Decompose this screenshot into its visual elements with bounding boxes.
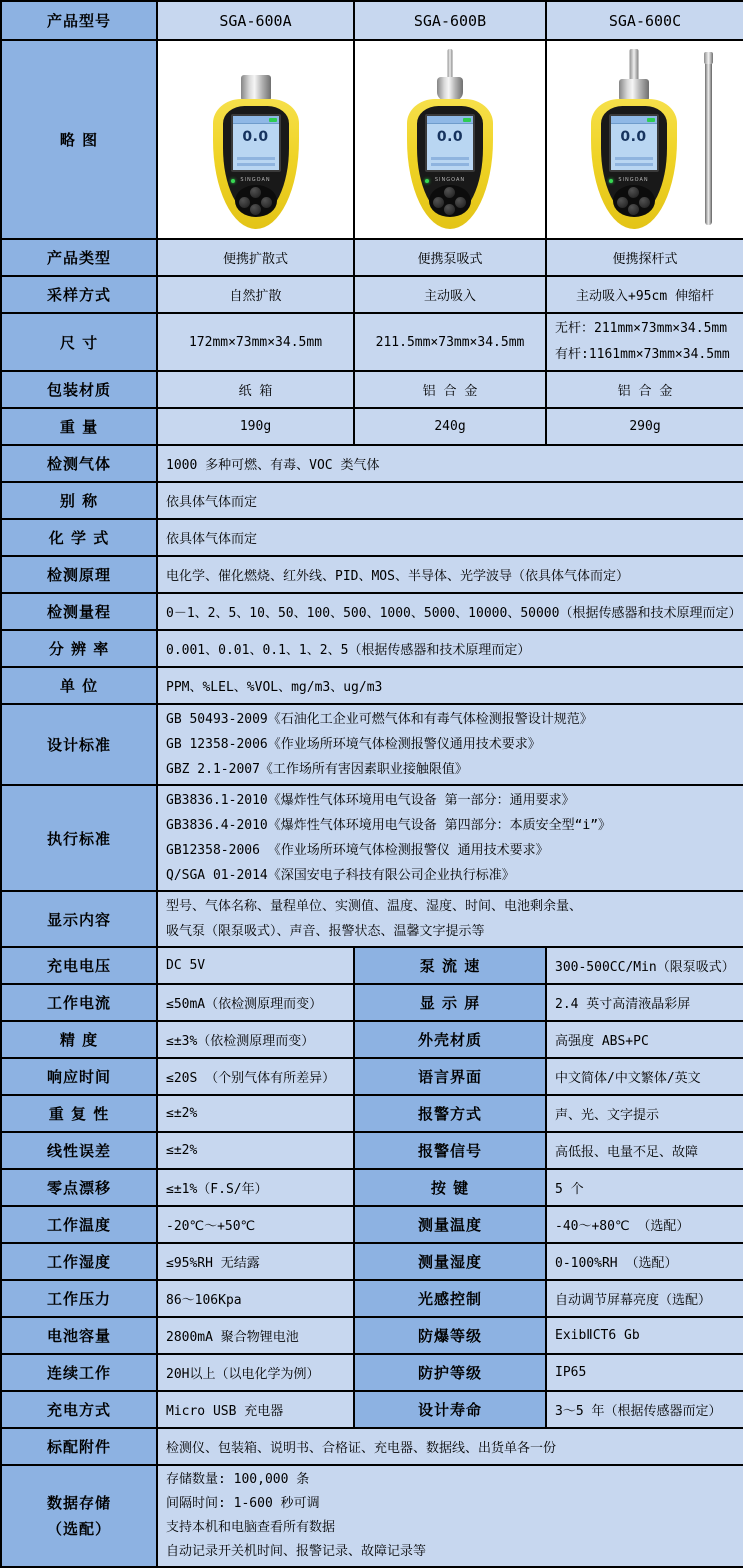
table-row	[1, 313, 743, 371]
value-design-life: 3～5 年（根据传感器而定）	[546, 1391, 743, 1428]
table-row	[1, 276, 743, 313]
data-storage-line: 支持本机和电脑查看所有数据	[166, 1520, 336, 1535]
header-model-sga-600a: SGA-600A	[157, 1, 354, 40]
table-row	[1, 1391, 743, 1428]
value-weight-b: 240g	[354, 408, 546, 445]
label-shell-material: 外壳材质	[354, 1021, 546, 1058]
table-row	[1, 445, 743, 482]
button-down-icon	[250, 204, 261, 215]
table-row	[1, 593, 743, 630]
gas-detector-illustration	[201, 49, 311, 231]
telescopic-rod-icon	[705, 55, 712, 225]
sensor-cap-icon	[241, 75, 271, 101]
screen-info-line	[431, 163, 469, 166]
button-left-icon	[433, 197, 444, 208]
value-alarm-mode: 声、光、文字提示	[546, 1095, 743, 1132]
value-display-content	[157, 891, 743, 947]
header-row	[1, 1, 743, 40]
value-detection-range: 0－1、2、5、10、50、100、500、1000、5000、10000、50000（根据传感器和技术原理而定）	[157, 593, 743, 630]
sensor-cap-icon	[437, 77, 463, 101]
brand-text: SINGOAN	[434, 176, 466, 183]
value-working-humidity: ≤95%RH 无结露	[157, 1243, 354, 1280]
label-data-storage	[1, 1465, 157, 1567]
execution-standard-line: GB12358-2006 《作业场所环境气体检测报警仪 通用技术要求》	[166, 843, 549, 858]
display-content-line: 吸气泵（限泵吸式）、声音、报警状态、温馨文字提示等	[166, 924, 485, 939]
value-alias: 依具体气体而定	[157, 482, 743, 519]
battery-icon	[269, 118, 277, 122]
button-up-icon	[250, 187, 261, 198]
header-model-sga-600c: SGA-600C	[546, 1, 743, 40]
value-measure-temperature: -40～+80℃ （选配）	[546, 1206, 743, 1243]
label-product-type: 产品类型	[1, 239, 157, 276]
button-left-icon	[617, 197, 628, 208]
value-detection-principle: 电化学、催化燃烧、红外线、PID、MOS、半导体、光学波导（依具体气体而定）	[157, 556, 743, 593]
table-row	[1, 1243, 743, 1280]
dimensions-c-without-rod: 无杆：211mm×73mm×34.5mm	[555, 321, 728, 336]
device-image-cell-b	[354, 40, 546, 239]
value-continuous-working: 20H以上（以电化学为例）	[157, 1354, 354, 1391]
value-chemical-formula: 依具体气体而定	[157, 519, 743, 556]
label-working-pressure: 工作压力	[1, 1280, 157, 1317]
label-zero-drift: 零点漂移	[1, 1169, 157, 1206]
label-alarm-signal: 报警信号	[354, 1132, 546, 1169]
button-pad	[429, 185, 471, 217]
value-battery-capacity: 2800mA 聚合物锂电池	[157, 1317, 354, 1354]
table-row	[1, 1169, 743, 1206]
table-row	[1, 1428, 743, 1465]
value-accuracy: ≤±3%（依检测原理而变）	[157, 1021, 354, 1058]
table-row	[1, 1021, 743, 1058]
table-row	[1, 1132, 743, 1169]
button-right-icon	[261, 197, 272, 208]
value-working-current: ≤50mA（依检测原理而变）	[157, 984, 354, 1021]
screen-info-line	[615, 163, 653, 166]
label-alias: 别 称	[1, 482, 157, 519]
sketch-row	[1, 40, 743, 239]
pump-probe-icon	[448, 49, 453, 79]
device-image-sga-600b	[355, 41, 545, 238]
label-working-current: 工作电流	[1, 984, 157, 1021]
value-zero-drift: ≤±1%（F.S/年）	[157, 1169, 354, 1206]
label-packing-material: 包装材质	[1, 371, 157, 408]
table-row	[1, 1354, 743, 1391]
data-storage-line: 自动记录开关机时间、报警记录、故障记录等	[166, 1544, 427, 1559]
value-charging-method: Micro USB 充电器	[157, 1391, 354, 1428]
table-row	[1, 239, 743, 276]
table-row	[1, 1280, 743, 1317]
label-alarm-mode: 报警方式	[354, 1095, 546, 1132]
value-language-ui: 中文简体/中文繁体/英文	[546, 1058, 743, 1095]
label-detected-gas: 检测气体	[1, 445, 157, 482]
value-unit: PPM、%LEL、%VOL、mg/m3、ug/m3	[157, 667, 743, 704]
label-charging-method: 充电方式	[1, 1391, 157, 1428]
label-protection-grade: 防护等级	[354, 1354, 546, 1391]
value-sampling-a: 自然扩散	[157, 276, 354, 313]
label-sampling-method: 采样方式	[1, 276, 157, 313]
screen-info-line	[431, 157, 469, 160]
table-row	[1, 482, 743, 519]
data-storage-label-line: 数据存储	[46, 1494, 111, 1512]
value-explosion-proof-grade: ExibⅡCT6 Gb	[546, 1317, 743, 1354]
dimensions-c-with-rod: 有杆:1161mm×73mm×34.5mm	[555, 347, 730, 362]
value-product-type-c: 便携探杆式	[546, 239, 743, 276]
sketch-label: 略 图	[1, 40, 157, 239]
value-product-type-a: 便携扩散式	[157, 239, 354, 276]
gas-detector-illustration	[395, 49, 505, 231]
label-pump-flow: 泵 流 速	[354, 947, 546, 984]
screen-reading: 0.0	[436, 128, 464, 145]
execution-standard-line: GB3836.1-2010《爆炸性气体环境用电气设备 第一部分：通用要求》	[166, 793, 575, 808]
table-row	[1, 556, 743, 593]
label-design-standard: 设计标准	[1, 704, 157, 785]
value-weight-a: 190g	[157, 408, 354, 445]
screen-statusbar	[427, 116, 473, 124]
value-repeatability: ≤±2%	[157, 1095, 354, 1132]
table-row	[1, 1465, 743, 1567]
screen-statusbar	[611, 116, 657, 124]
value-sampling-b: 主动吸入	[354, 276, 546, 313]
table-row	[1, 1095, 743, 1132]
label-display-screen: 显 示 屏	[354, 984, 546, 1021]
sensor-cap-icon	[619, 79, 649, 101]
label-unit: 单 位	[1, 667, 157, 704]
label-language-ui: 语言界面	[354, 1058, 546, 1095]
table-row	[1, 891, 743, 947]
label-measure-humidity: 测量湿度	[354, 1243, 546, 1280]
design-standard-line: GBZ 2.1-2007《工作场所有害因素职业接触限值》	[166, 762, 468, 777]
design-standard-line: GB 50493-2009《石油化工企业可燃气体和有毒气体检测报警设计规范》	[166, 712, 593, 727]
table-row	[1, 704, 743, 785]
device-image-sga-600c	[547, 41, 743, 238]
brand-text: SINGOAN	[618, 176, 649, 183]
label-response-time: 响应时间	[1, 1058, 157, 1095]
label-battery-capacity: 电池容量	[1, 1317, 157, 1354]
label-detection-principle: 检测原理	[1, 556, 157, 593]
value-packing-a: 纸 箱	[157, 371, 354, 408]
value-detected-gas: 1000 多种可燃、有毒、VOC 类气体	[157, 445, 743, 482]
label-repeatability: 重 复 性	[1, 1095, 157, 1132]
label-accuracy: 精 度	[1, 1021, 157, 1058]
value-protection-grade: IP65	[546, 1354, 743, 1391]
label-working-temperature: 工作温度	[1, 1206, 157, 1243]
button-up-icon	[628, 187, 639, 198]
label-resolution: 分 辨 率	[1, 630, 157, 667]
header-product-model-label: 产品型号	[1, 1, 157, 40]
battery-icon	[463, 118, 471, 122]
label-dimensions: 尺 寸	[1, 313, 157, 371]
value-weight-c: 290g	[546, 408, 743, 445]
label-light-sensor-control: 光感控制	[354, 1280, 546, 1317]
data-storage-line: 间隔时间: 1-600 秒可调	[166, 1496, 320, 1511]
value-dimensions-b: 211.5mm×73mm×34.5mm	[354, 313, 546, 371]
table-row	[1, 667, 743, 704]
value-sampling-c: 主动吸入+95cm 伸缩杆	[546, 276, 743, 313]
label-working-humidity: 工作湿度	[1, 1243, 157, 1280]
screen-reading: 0.0	[620, 128, 647, 145]
value-dimensions-a: 172mm×73mm×34.5mm	[157, 313, 354, 371]
table-row	[1, 1206, 743, 1243]
label-continuous-working: 连续工作	[1, 1354, 157, 1391]
table-row	[1, 371, 743, 408]
label-display-content: 显示内容	[1, 891, 157, 947]
button-up-icon	[444, 187, 455, 198]
button-down-icon	[628, 204, 639, 215]
button-left-icon	[239, 197, 250, 208]
value-buttons: 5 个	[546, 1169, 743, 1206]
display-content-line: 型号、气体名称、量程单位、实测值、温度、湿度、时间、电池剩余量、	[166, 899, 583, 914]
device-image-sga-600a	[158, 41, 353, 238]
value-charging-voltage: DC 5V	[157, 947, 354, 984]
value-working-pressure: 86～106Kpa	[157, 1280, 354, 1317]
value-working-temperature: -20℃～+50℃	[157, 1206, 354, 1243]
label-linearity-error: 线性误差	[1, 1132, 157, 1169]
screen-info-line	[237, 157, 275, 160]
value-display-screen: 2.4 英寸高清液晶彩屏	[546, 984, 743, 1021]
button-right-icon	[639, 197, 650, 208]
label-explosion-proof-grade: 防爆等级	[354, 1317, 546, 1354]
value-data-storage	[157, 1465, 743, 1567]
table-row	[1, 408, 743, 445]
lcd-screen	[231, 114, 281, 172]
value-design-standard	[157, 704, 743, 785]
table-row	[1, 785, 743, 891]
header-model-sga-600b: SGA-600B	[354, 1, 546, 40]
value-pump-flow: 300-500CC/Min（限泵吸式）	[546, 947, 743, 984]
label-design-life: 设计寿命	[354, 1391, 546, 1428]
led-indicator	[425, 179, 429, 183]
label-standard-accessories: 标配附件	[1, 1428, 157, 1465]
data-storage-line: 存储数量: 100,000 条	[166, 1472, 310, 1487]
value-response-time: ≤20S （个别气体有所差异）	[157, 1058, 354, 1095]
value-measure-humidity: 0-100%RH （选配）	[546, 1243, 743, 1280]
button-right-icon	[455, 197, 466, 208]
battery-icon	[647, 118, 655, 122]
screen-info-line	[237, 163, 275, 166]
value-dimensions-c	[546, 313, 743, 371]
value-packing-b: 铝 合 金	[354, 371, 546, 408]
table-row	[1, 519, 743, 556]
button-down-icon	[444, 204, 455, 215]
value-resolution: 0.001、0.01、0.1、1、2、5（根据传感器和技术原理而定）	[157, 630, 743, 667]
table-row	[1, 1317, 743, 1354]
value-light-sensor-control: 自动调节屏幕亮度（选配）	[546, 1280, 743, 1317]
value-linearity-error: ≤±2%	[157, 1132, 354, 1169]
led-indicator	[609, 179, 613, 183]
lcd-screen	[425, 114, 475, 172]
label-detection-range: 检测量程	[1, 593, 157, 630]
value-shell-material: 高强度 ABS+PC	[546, 1021, 743, 1058]
button-pad	[613, 185, 655, 217]
table-row	[1, 984, 743, 1021]
value-standard-accessories: 检测仪、包装箱、说明书、合格证、充电器、数据线、出货单各一份	[157, 1428, 743, 1465]
screen-reading: 0.0	[242, 128, 269, 145]
value-alarm-signal: 高低报、电量不足、故障	[546, 1132, 743, 1169]
screen-info-line	[615, 157, 653, 160]
table-row	[1, 947, 743, 984]
gas-detector-illustration	[579, 49, 689, 231]
device-image-cell-a	[157, 40, 354, 239]
probe-icon	[629, 49, 638, 81]
execution-standard-line: Q/SGA 01-2014《深国安电子科技有限公司企业执行标准》	[166, 868, 515, 883]
lcd-screen	[609, 114, 659, 172]
table-row	[1, 630, 743, 667]
label-measure-temperature: 测量温度	[354, 1206, 546, 1243]
label-buttons: 按 键	[354, 1169, 546, 1206]
brand-text: SINGOAN	[240, 176, 271, 183]
value-execution-standard	[157, 785, 743, 891]
label-chemical-formula: 化 学 式	[1, 519, 157, 556]
value-packing-c: 铝 合 金	[546, 371, 743, 408]
label-charging-voltage: 充电电压	[1, 947, 157, 984]
label-execution-standard: 执行标准	[1, 785, 157, 891]
label-weight: 重 量	[1, 408, 157, 445]
design-standard-line: GB 12358-2006《作业场所环境气体检测报警仪通用技术要求》	[166, 737, 541, 752]
button-pad	[235, 185, 277, 217]
screen-statusbar	[233, 116, 279, 124]
device-image-cell-c	[546, 40, 743, 239]
value-product-type-b: 便携泵吸式	[354, 239, 546, 276]
table-row	[1, 1058, 743, 1095]
led-indicator	[231, 179, 235, 183]
execution-standard-line: GB3836.4-2010《爆炸性气体环境用电气设备 第四部分：本质安全型“i”》	[166, 818, 612, 833]
data-storage-label-line: （选配）	[46, 1520, 111, 1538]
